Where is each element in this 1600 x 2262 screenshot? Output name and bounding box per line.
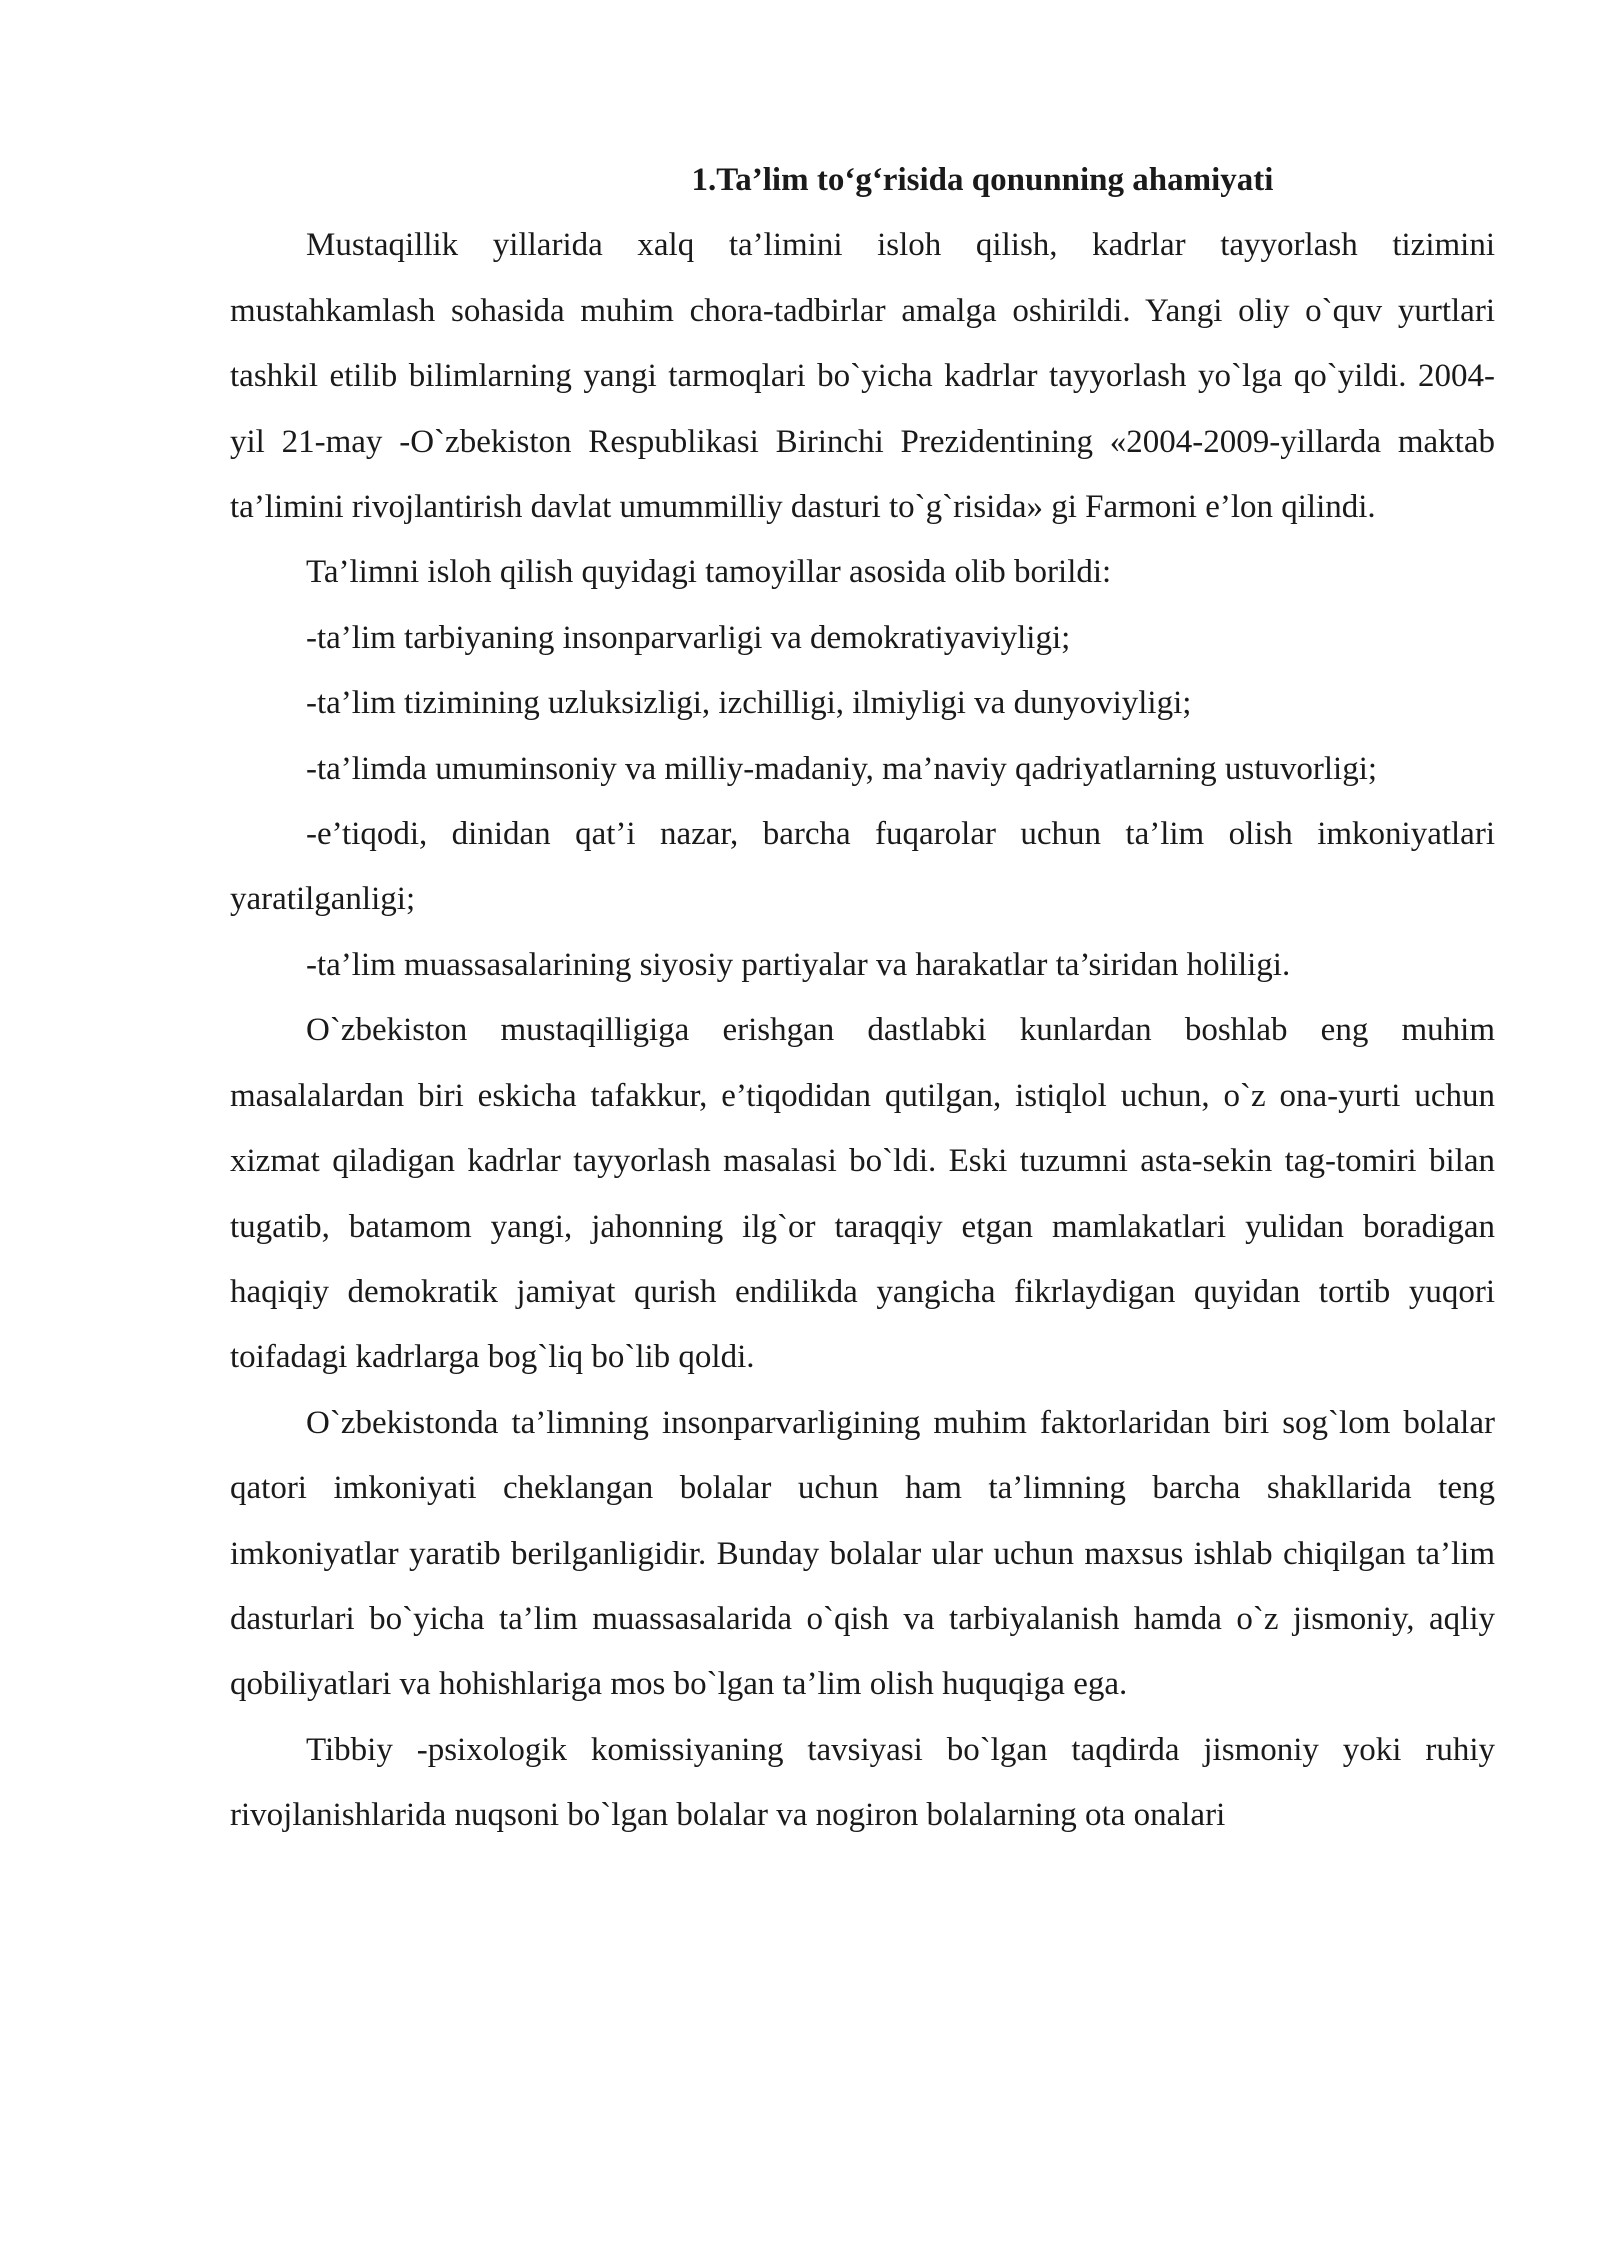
section-title: 1.Ta’lim to‘g‘risida qonunning ahamiyati <box>691 162 1274 198</box>
paragraph-reforms: Mustaqillik yillarida xalq ta’limini isloh qilish, kadrlar tayyorlash tizimini mustahkamlash sohasida muhim chora-tadbirlar amalga oshirildi. Yangi oliy o`quv yurtlari tashkil etilib bilimlarning yangi tarmoqlari bo`yicha kadrlar tayyorlash yo`lga qo`yildi. 2004-yil 21-may -O`zbekiston Respublikasi Birinchi Prezidentining «2004-2009-yillarda maktab ta’limini rivojlantirish davlat umummilliy dasturi to`g`risida» gi Farmoni e’lon qilindi. <box>230 227 1495 526</box>
principle-item-humanism: -ta’lim tarbiyaning insonparvarligi va demokratiyaviyligi; <box>306 619 1071 656</box>
paragraph-principles-intro: Ta’limni isloh qilish quyidagi tamoyillar asosida olib borildi: <box>306 554 1112 591</box>
paragraph-independence-cadres: O`zbekiston mustaqilligiga erishgan dastlabki kunlardan boshlab eng muhim masalalardan biri eskicha tafakkur, e’tiqodidan qutilgan, istiqlol uchun, o`z ona-yurti uchun xizmat qiladigan kadrlar tayyorlash masalasi bo`ldi. Eski tuzumni asta-sekin tag-tomiri bilan tugatib, batamom yangi, jahonning ilg`or taraqqiy etgan mamlakatlari yulidan boradigan haqiqiy demokratik jamiyat qurish endilikda yangicha fikrlaydigan quyidan tortib yuqori toifadagi kadrlarga bog`liq bo`lib qoldi. <box>230 1012 1495 1376</box>
paragraph-inclusive-education: O`zbekistonda ta’limning insonparvarligining muhim faktorlaridan biri sog`lom bolalar qatori imkoniyati cheklangan bolalar uchun ham ta’limning barcha shakllarida teng imkoniyatlar yaratib berilganligidir. Bunday bolalar ular uchun maxsus ishlab chiqilgan ta’lim dasturlari bo`yicha ta’lim muassasalarida o`qish va tarbiyalanish hamda o`z jismoniy, aqliy qobiliyatlari va hohishlariga mos bo`lgan ta’lim olish huquqiga ega. <box>230 1404 1495 1703</box>
paragraph-medical-commission: Tibbiy -psixologik komissiyaning tavsiyasi bo`lgan taqdirda jismoniy yoki ruhiy rivojlanishlarida nuqsoni bo`lgan bolalar va nogiron bolalarning ota onalari <box>230 1731 1495 1834</box>
principle-item-independence: -ta’lim muassasalarining siyosiy partiyalar va harakatlar ta’siridan holiligi. <box>306 946 1291 983</box>
document-page <box>230 148 1495 1849</box>
principle-item-continuity: -ta’lim tizimining uzluksizligi, izchilligi, ilmiyligi va dunyoviyligi; <box>306 685 1192 722</box>
principle-item-values: -ta’limda umuminsoniy va milliy-madaniy, ma’naviy qadriyatlarning ustuvorligi; <box>306 750 1378 787</box>
principle-item-equal-access: -e’tiqodi, dinidan qat’i nazar, barcha fuqarolar uchun ta’lim olish imkoniyatlari yaratilganligi; <box>230 816 1495 918</box>
